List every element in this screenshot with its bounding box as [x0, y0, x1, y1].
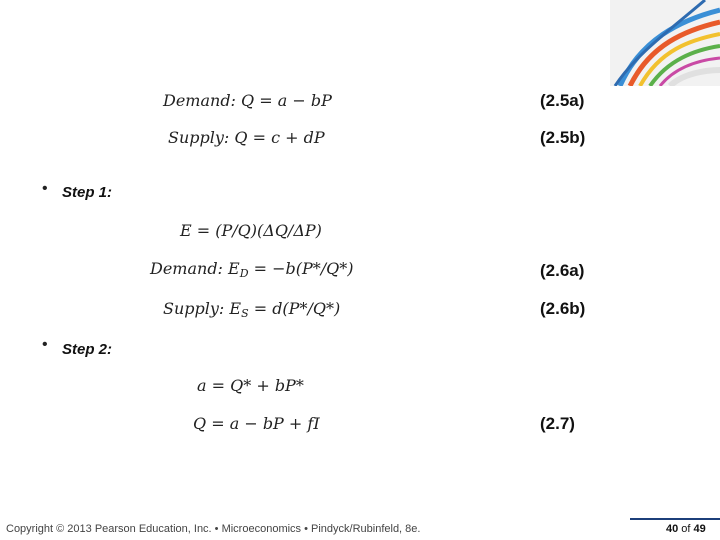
equation-number-2-6b: (2.6b): [540, 299, 586, 318]
income-demand-equation: Q = a − bP + fI: [193, 414, 320, 433]
step-1-label: Step 1:: [62, 184, 113, 201]
es-subscript: S: [241, 307, 249, 320]
a-equation: a = Q* + bP*: [197, 376, 304, 395]
decorative-cables-image: [610, 0, 720, 86]
step-2-label: Step 2:: [62, 341, 113, 358]
equation-number-2-7: (2.7): [540, 414, 575, 433]
page-total: 49: [693, 523, 706, 535]
ed-prefix: Demand: E: [150, 259, 240, 278]
copyright-text: Copyright © 2013 Pearson Education, Inc. • Microeconomics • Pindyck/Rubinfeld, 8e.: [6, 523, 421, 535]
supply-elasticity-equation: [163, 299, 340, 320]
equation-number-2-6a: (2.6a): [540, 261, 585, 280]
page-separator: of: [678, 523, 694, 535]
equation-number-2-5b: (2.5b): [540, 128, 586, 147]
bullet-icon: •: [42, 180, 48, 197]
page-current: 40: [666, 523, 679, 535]
ed-subscript: D: [239, 267, 249, 280]
demand-equation: Demand: Q = a − bP: [163, 91, 332, 110]
supply-equation: Supply: Q = c + dP: [168, 128, 325, 147]
elasticity-equation: E = (P/Q)(ΔQ/ΔP): [180, 221, 322, 240]
es-prefix: Supply: E: [163, 299, 242, 318]
bullet-icon: •: [42, 336, 48, 353]
ed-suffix: = −b(P*/Q*): [248, 259, 354, 278]
demand-elasticity-equation: [150, 259, 354, 280]
es-suffix: = d(P*/Q*): [248, 299, 341, 318]
equation-number-2-5a: (2.5a): [540, 91, 585, 110]
footer-rule: [630, 518, 720, 520]
page-number: [666, 523, 706, 535]
